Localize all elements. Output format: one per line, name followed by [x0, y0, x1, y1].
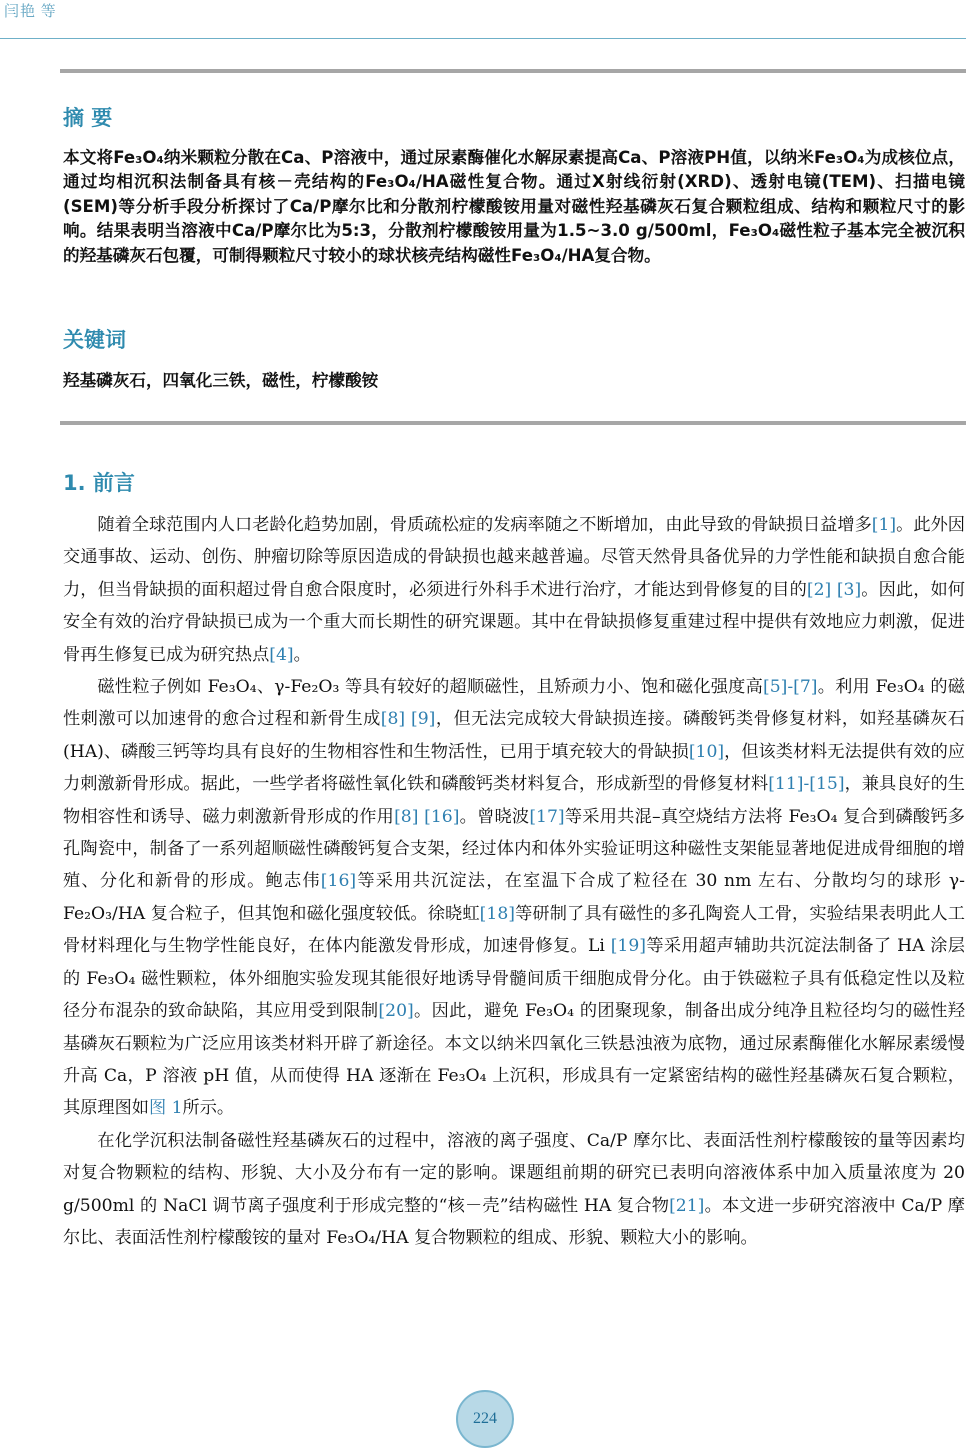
text-run: 。利用 Fe₃O₄ 的磁性刺激可以加速骨的愈合过程和新骨生成	[63, 677, 965, 730]
abstract-bottom-rule	[60, 421, 966, 425]
citation-link[interactable]: [4]	[269, 644, 294, 665]
text-run: 等采用共沉淀法，在室温下合成了粒径在 30 nm 左右、分散均匀的球形 γ-Fe₂O₃/HA 复合粒子，但其饱和磁化强度较低。徐晓虹	[63, 871, 965, 924]
text-run: 所示。	[182, 1098, 235, 1119]
text-run: 。	[293, 644, 311, 665]
citation-link[interactable]: [10]	[688, 741, 725, 762]
text-run: ，但无法完成较大骨缺损连接。磷酸钙类骨修复材料，如羟基磷灰石(HA)、磷酸三钙等均具有良好的生物相容性和生物活性，已用于填充较大的骨缺损	[63, 709, 965, 762]
text-run: 等采用共混–真空烧结方法将 Fe₃O₄ 复合到磷酸钙多孔陶瓷中，制备了一系列超顺磁性磷酸钙复合支架，经过体内和体外实验证明这种磁性支架能显著地促进成骨细胞的增殖、分化和新骨的形成。鲍志伟	[63, 806, 965, 892]
citation-link[interactable]: [8] [16]	[394, 806, 460, 827]
text-run: 随着全球范围内人口老龄化趋势加剧，骨质疏松症的发病率随之不断增加，由此导致的骨缺损日益增多	[97, 515, 872, 535]
paragraph-1	[63, 509, 965, 671]
text-run: 在化学沉积法制备磁性羟基磷灰石的过程中，溶液的离子强度、Ca/P 摩尔比、表面活性剂柠檬酸铵的量等因素均对复合物颗粒的结构、形貌、大小及分布有一定的影响。课题组前期的研究已表明向溶液体系中加入质量浓度为 20 g/500ml 的 NaCl 调节离子强度利于形成完整的“核－壳”结构磁性 HA 复合物	[63, 1130, 965, 1216]
text-run: 。本文进一步研究溶液中 Ca/P 摩尔比、表面活性剂柠檬酸铵的量对 Fe₃O₄/HA 复合物颗粒的组成、形貌、颗粒大小的影响。	[63, 1195, 965, 1248]
abstract-text: 本文将Fe₃O₄纳米颗粒分散在Ca、P溶液中，通过尿素酶催化水解尿素提高Ca、P溶液PH值，以纳米Fe₃O₄为成核位点，通过均相沉积法制备具有核－壳结构的Fe₃O₄/HA磁性复合物。通过X射线衍射(XRD)、透射电镜(TEM)、扫描电镜(SEM)等分析手段分析探讨了Ca/P摩尔比和分散剂柠檬酸铵用量对磁性羟基磷灰石复合颗粒组成、结构和颗粒尺寸的影响。结果表明当溶液中Ca/P摩尔比为5:3，分散剂柠檬酸铵用量为1.5~3.0 g/500ml，Fe₃O₄磁性粒子基本完全被沉积的羟基磷灰石包覆，可制得颗粒尺寸较小的球状核壳结构磁性Fe₃O₄/HA复合物。	[63, 148, 965, 265]
abstract-top-rule	[60, 69, 966, 73]
citation-link[interactable]: [2] [3]	[806, 579, 862, 600]
text-run: 。因此，如何安全有效的治疗骨缺损已成为一个重大而长期性的研究课题。其中在骨缺损修复重建过程中提供有效地应力刺激，促进骨再生修复已成为研究热点	[63, 579, 965, 665]
text-run: 。此外因交通事故、运动、创伤、肿瘤切除等原因造成的骨缺损也越来越普遍。尽管天然骨具备优异的力学性能和缺损自愈合能力，但当骨缺损的面积超过骨自愈合限度时，必须进行外科手术进行治疗，才能达到骨修复的目的	[63, 515, 965, 600]
citation-link[interactable]: [18]	[479, 903, 515, 924]
text-run: 磁性粒子例如 Fe₃O₄、γ-Fe₂O₃ 等具有较好的超顺磁性，且矫顽力小、饱和磁化强度高	[97, 677, 763, 698]
citation-link[interactable]: [8] [9]	[380, 709, 436, 730]
keywords-text: 羟基磷灰石，四氧化三铁，磁性，柠檬酸铵	[63, 371, 379, 390]
text-run: ，但该类材料无法提供有效的应力刺激新骨形成。据此，一些学者将磁性氧化铁和磷酸钙类材料复合，形成新型的骨修复材料	[63, 741, 965, 795]
citation-link[interactable]: [19]	[610, 936, 647, 957]
paragraph-3	[63, 1125, 965, 1255]
page-number-badge	[456, 1390, 514, 1448]
page-number: 224	[473, 1410, 497, 1427]
citation-link[interactable]: [21]	[669, 1195, 705, 1216]
text-run: ，兼具良好的生物相容性和诱导、磁力刺激新骨形成的作用	[63, 774, 965, 827]
abstract-heading: 摘 要	[63, 106, 113, 130]
citation-link[interactable]: [20]	[378, 1001, 414, 1022]
running-head-authors: 闫艳 等	[4, 4, 57, 20]
header-rule	[0, 38, 966, 39]
text-run: 等采用超声辅助共沉淀法制备了 HA 涂层的 Fe₃O₄ 磁性颗粒，体外细胞实验发现其能很好地诱导骨髓间质干细胞成骨分化。由于铁磁粒子具有低稳定性以及粒径分布混杂的致命缺陷，其应用受到限制	[63, 936, 965, 1022]
text-run: 等研制了具有磁性的多孔陶瓷人工骨，实验结果表明此人工骨材料理化与生物学性能良好，在体内能激发骨形成，加速骨修复。Li	[63, 903, 965, 957]
citation-link[interactable]: [11]-[15]	[768, 774, 845, 795]
citation-link[interactable]: [5]-[7]	[763, 677, 818, 698]
text-run: 。曾晓波	[459, 806, 530, 827]
citation-link[interactable]: [16]	[320, 871, 357, 892]
paragraph-2	[63, 671, 965, 1125]
text-run: 。因此，避免 Fe₃O₄ 的团聚现象，制备出成分纯净且粒径均匀的磁性羟基磷灰石颗粒为广泛应用该类材料开辟了新途径。本文以纳米四氧化三铁悬浊液为底物，通过尿素酶催化水解尿素缓慢升高 Ca，P 溶液 pH 值，从而使得 HA 逐渐在 Fe₃O₄ 上沉积，形成具有一定紧密结构的磁性羟基磷灰石复合颗粒，其原理图如	[63, 1001, 965, 1119]
section-1-body	[63, 509, 965, 1254]
keywords-heading: 关键词	[63, 328, 126, 352]
citation-link[interactable]: [1]	[871, 515, 897, 535]
figure-link[interactable]: 图 1	[148, 1098, 183, 1119]
citation-link[interactable]: [17]	[529, 806, 565, 827]
section-1-heading: 1. 前言	[63, 471, 135, 495]
